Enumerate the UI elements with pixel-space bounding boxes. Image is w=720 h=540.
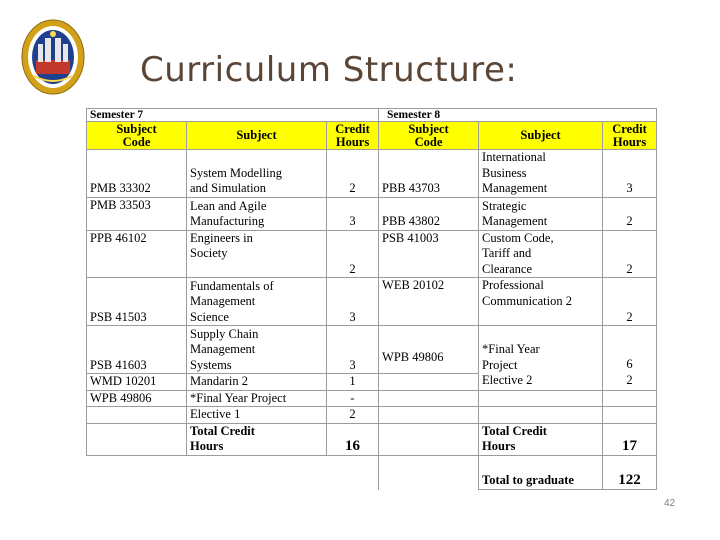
subject-name: *Final Year Project xyxy=(187,390,327,407)
subject-name: Engineers in Society xyxy=(187,230,327,278)
total-sem8: 17 xyxy=(603,423,657,455)
credit-hours: 3 xyxy=(327,197,379,230)
header-subject: Subject xyxy=(187,122,327,150)
subject-code: WMD 10201 xyxy=(87,374,187,391)
subject-code: PBB 43703 xyxy=(379,150,479,198)
graduate-total: 122 xyxy=(603,455,657,489)
subject-code: PMB 33302 xyxy=(87,150,187,198)
subject-name: Mandarin 2 xyxy=(187,374,327,391)
subject-code: PSB 41603 xyxy=(87,326,187,374)
table-row xyxy=(87,150,657,198)
graduate-row xyxy=(87,455,657,489)
credit-hours: 2 xyxy=(327,150,379,198)
total-label: Total Credit Hours xyxy=(187,423,327,455)
credit-hours: 3 xyxy=(327,278,379,326)
subject-name: International Business Management xyxy=(479,150,603,198)
curriculum-table xyxy=(86,108,657,490)
header-subject-code: Subject Code xyxy=(379,122,479,150)
graduate-label: Total to graduate xyxy=(479,455,603,489)
header-subject-code: Subject Code xyxy=(87,122,187,150)
total-label: Total Credit Hours xyxy=(479,423,603,455)
university-crest-icon xyxy=(20,18,86,96)
subject-name: Supply Chain Management Systems xyxy=(187,326,327,374)
subject-name: Fundamentals of Management Science xyxy=(187,278,327,326)
header-subject: Subject xyxy=(479,122,603,150)
subject-name: *Final Year Project Elective 2 xyxy=(479,326,603,391)
subject-code: PBB 43802 xyxy=(379,197,479,230)
subject-code: PMB 33503 xyxy=(87,197,187,230)
header-credit-hours: Credit Hours xyxy=(603,122,657,150)
subject-code: WPB 49806 xyxy=(87,390,187,407)
credit-hours: 3 xyxy=(327,326,379,374)
table-row xyxy=(87,390,657,407)
credit-hours: 2 xyxy=(603,197,657,230)
slide-title: Curriculum Structure: xyxy=(140,50,518,90)
subject-code: WEB 20102 xyxy=(379,278,479,326)
credit-hours: 2 xyxy=(327,407,379,424)
table-row xyxy=(87,407,657,424)
subject-code: PSB 41003 xyxy=(379,230,479,278)
header-row xyxy=(87,122,657,150)
credit-hours: 3 xyxy=(603,150,657,198)
credit-hours: 6 2 xyxy=(603,326,657,391)
header-credit-hours: Credit Hours xyxy=(327,122,379,150)
subject-name: System Modelling and Simulation xyxy=(187,150,327,198)
subject-code xyxy=(87,407,187,424)
subject-name: Custom Code, Tariff and Clearance xyxy=(479,230,603,278)
table-row xyxy=(87,326,657,374)
semester-8-label: Semester 8 xyxy=(379,109,657,122)
table-row xyxy=(87,230,657,278)
semester-7-label: Semester 7 xyxy=(87,109,379,122)
subject-code: PPB 46102 xyxy=(87,230,187,278)
total-row xyxy=(87,423,657,455)
credit-hours: 1 xyxy=(327,374,379,391)
credit-hours: 2 xyxy=(603,230,657,278)
subject-name: Professional Communication 2 xyxy=(479,278,603,326)
credit-hours: 2 xyxy=(603,278,657,326)
subject-name: Elective 1 xyxy=(187,407,327,424)
table-row xyxy=(87,197,657,230)
subject-code xyxy=(379,374,479,391)
table-row xyxy=(87,278,657,326)
subject-name: Lean and Agile Manufacturing xyxy=(187,197,327,230)
semester-row xyxy=(87,109,657,122)
total-sem7: 16 xyxy=(327,423,379,455)
credit-hours: 2 xyxy=(327,230,379,278)
subject-name: Strategic Management xyxy=(479,197,603,230)
credit-hours: - xyxy=(327,390,379,407)
subject-code: WPB 49806 xyxy=(379,326,479,374)
page-number: 42 xyxy=(664,498,676,509)
subject-code: PSB 41503 xyxy=(87,278,187,326)
